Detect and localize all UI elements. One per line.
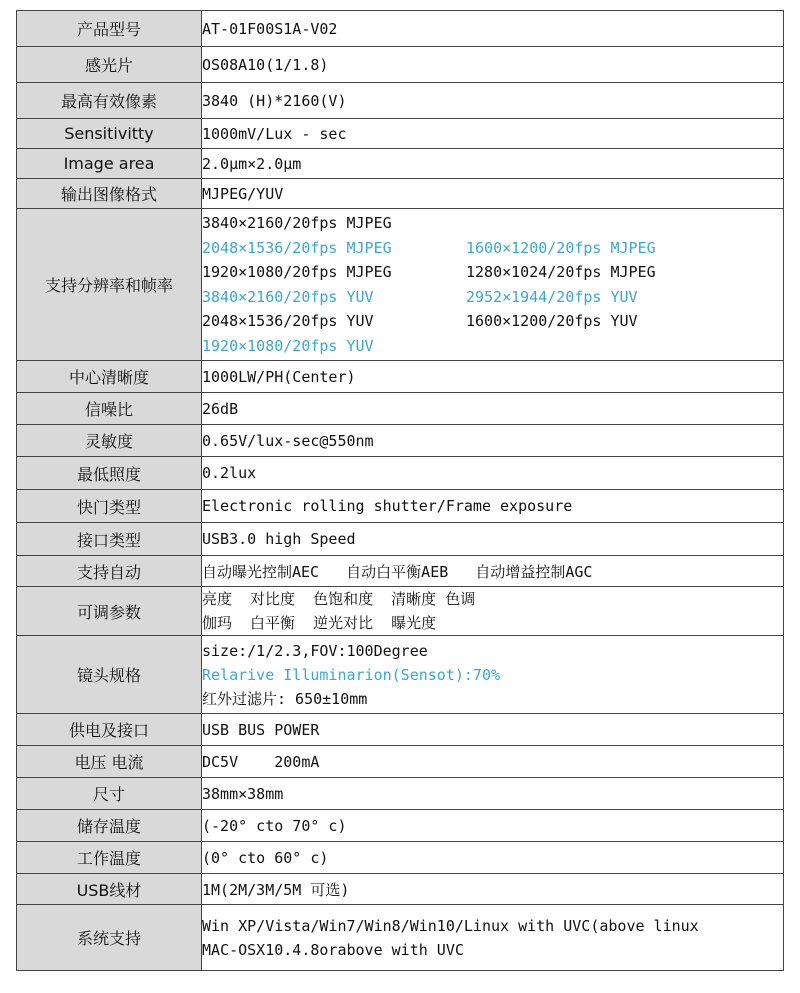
row-label-shutter-type: 快门类型	[17, 490, 202, 523]
table-row	[17, 393, 784, 425]
row-label-usb-cable: USB线材	[17, 874, 202, 905]
spec-table	[16, 10, 784, 971]
table-row	[17, 47, 784, 83]
row-value-sensitivity-cn: 0.65V/lux-sec@550nm	[202, 425, 784, 457]
resolution-item: 1600×1200/20fps YUV	[466, 312, 638, 330]
row-label-interface: 接口类型	[17, 523, 202, 556]
row-label-min-illumination: 最低照度	[17, 457, 202, 490]
resolution-item: 1920×1080/20fps YUV	[202, 336, 374, 355]
row-value-shutter-type: Electronic rolling shutter/Frame exposure	[202, 490, 784, 523]
row-label-center-sharpness: 中心清晰度	[17, 361, 202, 393]
row-label-image-area: Image area	[17, 149, 202, 179]
row-value-auto: 自动曝光控制AEC 自动白平衡AEB 自动增益控制AGC	[202, 556, 784, 587]
table-row	[17, 361, 784, 393]
table-row	[17, 636, 784, 714]
row-label-max-pixels: 最高有效像素	[17, 83, 202, 119]
row-label-power: 供电及接口	[17, 714, 202, 746]
row-label-snr: 信噪比	[17, 393, 202, 425]
row-label-output-format: 输出图像格式	[17, 179, 202, 209]
row-value-model: AT-01F00S1A-V02	[202, 11, 784, 47]
table-row	[17, 490, 784, 523]
row-label-adjustable: 可调参数	[17, 587, 202, 636]
table-row	[17, 119, 784, 149]
table-row	[17, 11, 784, 47]
row-value-center-sharpness: 1000LW/PH(Center)	[202, 361, 784, 393]
lens-line: size:/1/2.3,FOV:100Degree	[202, 641, 428, 660]
adjustable-line: 伽玛 白平衡 逆光对比 曝光度	[202, 614, 437, 632]
row-value-min-illumination: 0.2lux	[202, 457, 784, 490]
lens-line: 红外过滤片: 650±10mm	[202, 689, 368, 708]
adjustable-line: 亮度 对比度 色饱和度 清晰度 色调	[202, 590, 476, 608]
row-value-image-area: 2.0μm×2.0μm	[202, 149, 784, 179]
row-label-sensitivity: Sensitivitty	[17, 119, 202, 149]
table-row	[17, 149, 784, 179]
table-row	[17, 83, 784, 119]
row-label-size: 尺寸	[17, 778, 202, 810]
system-line: Win XP/Vista/Win7/Win8/Win10/Linux with UVC(above linux	[202, 916, 699, 935]
row-label-sensor: 感光片	[17, 47, 202, 83]
table-row	[17, 714, 784, 746]
row-value-lens	[202, 636, 784, 714]
row-label-working-temp: 工作温度	[17, 842, 202, 874]
table-row	[17, 556, 784, 587]
row-label-resolutions: 支持分辨率和帧率	[17, 209, 202, 361]
row-value-size: 38mm×38mm	[202, 778, 784, 810]
resolution-item: 2048×1536/20fps YUV	[202, 312, 374, 330]
row-label-storage-temp: 储存温度	[17, 810, 202, 842]
table-row	[17, 523, 784, 556]
resolution-item: 1600×1200/20fps MJPEG	[466, 238, 656, 257]
resolution-item: 3840×2160/20fps YUV	[202, 287, 374, 306]
lens-line: Relarive Illuminarion(Sensot):70%	[202, 665, 501, 684]
table-row	[17, 905, 784, 971]
resolution-item: 1920×1080/20fps MJPEG	[202, 263, 392, 281]
row-value-max-pixels: 3840 (H)*2160(V)	[202, 83, 784, 119]
row-value-adjustable	[202, 587, 784, 636]
row-value-usb-cable: 1M(2M/3M/5M 可选)	[202, 874, 784, 905]
resolution-item: 2048×1536/20fps MJPEG	[202, 238, 392, 257]
row-value-system-support	[202, 905, 784, 971]
row-value-resolutions	[202, 209, 784, 361]
table-row	[17, 209, 784, 361]
table-row	[17, 587, 784, 636]
table-row	[17, 425, 784, 457]
table-row	[17, 778, 784, 810]
table-row	[17, 179, 784, 209]
row-label-lens: 镜头规格	[17, 636, 202, 714]
row-value-interface: USB3.0 high Speed	[202, 523, 784, 556]
table-row	[17, 842, 784, 874]
table-row	[17, 874, 784, 905]
table-row	[17, 746, 784, 778]
row-value-working-temp: (0° cto 60° c)	[202, 842, 784, 874]
row-value-power: USB BUS POWER	[202, 714, 784, 746]
row-label-sensitivity-cn: 灵敏度	[17, 425, 202, 457]
row-value-storage-temp: (-20° cto 70° c)	[202, 810, 784, 842]
row-label-auto: 支持自动	[17, 556, 202, 587]
resolution-item: 3840×2160/20fps MJPEG	[202, 214, 392, 232]
row-value-snr: 26dB	[202, 393, 784, 425]
resolution-list	[202, 211, 783, 358]
row-label-system-support: 系统支持	[17, 905, 202, 971]
row-value-sensor: OS08A10(1/1.8)	[202, 47, 784, 83]
row-value-output-format: MJPEG/YUV	[202, 179, 784, 209]
resolution-item: 2952×1944/20fps YUV	[466, 287, 638, 306]
row-value-voltage-current: DC5V 200mA	[202, 746, 784, 778]
row-value-sensitivity: 1000mV/Lux - sec	[202, 119, 784, 149]
row-label-model: 产品型号	[17, 11, 202, 47]
row-label-voltage-current: 电压 电流	[17, 746, 202, 778]
table-row	[17, 457, 784, 490]
table-row	[17, 810, 784, 842]
system-line: MAC-OSX10.4.8orabove with UVC	[202, 940, 464, 959]
resolution-item: 1280×1024/20fps MJPEG	[466, 263, 656, 281]
